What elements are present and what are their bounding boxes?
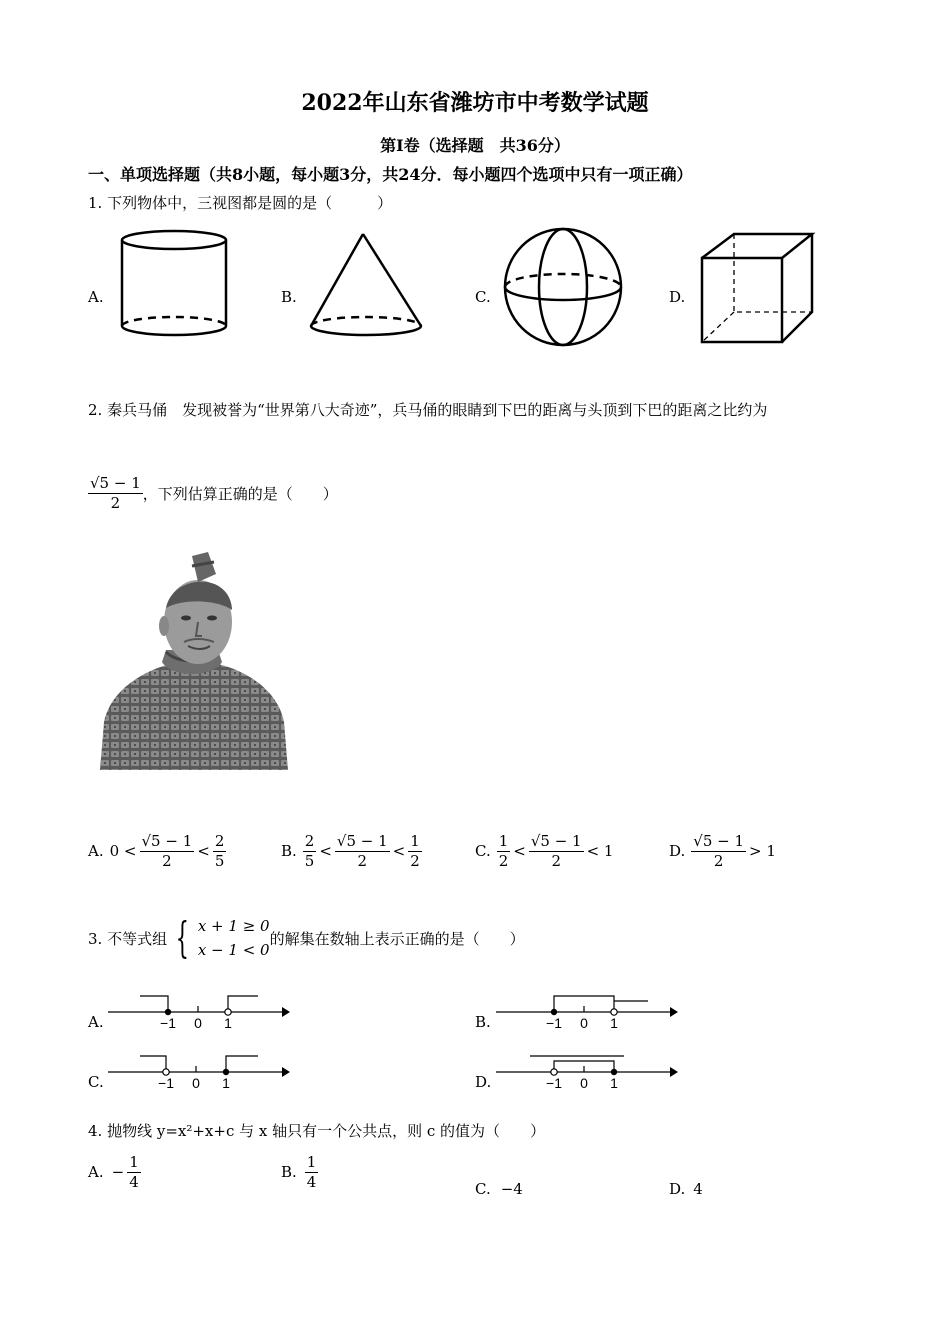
math-expression	[303, 832, 422, 871]
left-fraction	[303, 832, 317, 871]
number-line-b	[496, 992, 680, 1028]
math-expression	[691, 832, 776, 871]
denominator: 2	[410, 851, 420, 870]
fraction-numerator: √5 − 1	[90, 474, 141, 492]
denominator: 2	[357, 851, 368, 870]
numerator: √5 − 1	[141, 832, 193, 850]
q3-prefix: 3. 不等式组	[88, 929, 168, 948]
numerator: 1	[306, 1153, 317, 1171]
inequality-2: x − 1 < 0	[197, 941, 270, 959]
denominator: 4	[306, 1172, 317, 1191]
q1-option-b-label: B.	[281, 288, 297, 306]
cube-figure	[696, 230, 818, 348]
tick-label: 1	[224, 1015, 232, 1028]
option-value: 4	[693, 1180, 703, 1198]
terracotta-warrior-image	[100, 552, 288, 770]
q1-option-a-label: A.	[88, 288, 104, 306]
numerator: √5 − 1	[693, 832, 745, 850]
math-expression	[112, 1153, 141, 1192]
left-fraction	[497, 832, 511, 871]
math-expression	[497, 832, 614, 871]
numerator: 1	[498, 832, 509, 850]
operator: <	[513, 842, 526, 861]
sphere-figure	[500, 226, 626, 348]
q3-suffix: 的解集在数轴上表示正确的是（ ）	[269, 929, 525, 948]
q3-option-b-label: B.	[475, 1013, 491, 1031]
fraction-denominator: 2	[110, 493, 121, 512]
q4-option-c	[475, 1180, 523, 1198]
golden-ratio-fraction	[88, 474, 143, 513]
right-fraction	[408, 832, 422, 871]
tick-label: −1	[546, 1075, 562, 1088]
page-title: 2022年山东省潍坊市中考数学试题	[301, 90, 649, 116]
option-label: B.	[281, 842, 297, 861]
part-heading: 第Ⅰ卷（选择题 共36分）	[380, 136, 570, 155]
tick-label: 1	[610, 1075, 618, 1088]
tick-label: −1	[160, 1015, 176, 1028]
numerator: 2	[214, 832, 225, 850]
denominator: 2	[162, 851, 172, 870]
numerator: 1	[410, 832, 420, 850]
operator: <	[319, 842, 332, 861]
denominator: 4	[129, 1172, 139, 1191]
q4-option-a	[88, 1153, 141, 1192]
number-line-c	[108, 1052, 292, 1088]
inequality-1: x + 1 ≥ 0	[197, 917, 270, 935]
math-expression	[110, 832, 227, 871]
option-label: D.	[669, 842, 686, 861]
numerator: 2	[304, 832, 315, 850]
right-fraction	[213, 832, 227, 871]
expression-text: 0 <	[109, 842, 137, 861]
cone-figure	[305, 230, 429, 344]
section-heading: 一、单项选择题（共8小题，每小题3分，共24分．每小题四个选项中只有一项正确）	[88, 165, 693, 184]
q2-option-d	[669, 832, 776, 871]
middle-fraction	[335, 832, 390, 871]
brace-glyph: {	[175, 913, 190, 962]
q1-option-c-label: C.	[475, 288, 491, 306]
minus-sign: −	[111, 1163, 125, 1182]
denominator: 2	[551, 851, 561, 870]
fraction	[305, 1153, 319, 1192]
operator: < 1	[586, 842, 614, 861]
tick-label: 0	[192, 1075, 200, 1088]
fraction	[127, 1153, 141, 1192]
q4-option-b	[281, 1153, 318, 1192]
numerator: √5 − 1	[530, 832, 582, 850]
option-label: B.	[281, 1163, 297, 1182]
q3-stem	[88, 914, 525, 962]
inequality-system	[198, 914, 270, 962]
option-label: D.	[669, 1180, 686, 1198]
q4-option-d	[669, 1180, 703, 1198]
numerator: √5 − 1	[336, 832, 388, 850]
number-line-a	[108, 992, 292, 1028]
denominator: 2	[498, 851, 509, 870]
denominator: 5	[214, 851, 225, 870]
middle-fraction	[529, 832, 584, 871]
option-label: A.	[88, 842, 104, 861]
tick-label: −1	[546, 1015, 562, 1028]
middle-fraction	[691, 832, 746, 871]
operator: <	[392, 842, 406, 861]
tick-label: 1	[610, 1015, 618, 1028]
denominator: 2	[713, 851, 724, 870]
numerator: 1	[129, 1153, 139, 1171]
q2-option-c	[475, 832, 613, 871]
tick-label: 0	[580, 1015, 588, 1028]
tick-label: −1	[158, 1075, 174, 1088]
number-line-d	[496, 1052, 680, 1088]
q3-option-d-label: D.	[475, 1073, 492, 1091]
tick-label: 1	[222, 1075, 230, 1088]
q2-tail: ，下列估算正确的是（ ）	[142, 484, 338, 503]
q2-ratio-line	[88, 474, 338, 513]
q4-text: 4. 抛物线 y=x²+x+c 与 x 轴只有一个公共点，则 c 的值为（ ）	[88, 1122, 546, 1140]
option-label: C.	[475, 842, 491, 861]
cylinder-figure	[112, 228, 236, 346]
q2-text: 2. 秦兵马俑 发现被誉为“世界第八大奇迹”，兵马俑的眼睛到下巴的距离与头顶到下巴的距离之比约为	[88, 401, 768, 419]
q1-option-d-label: D.	[669, 288, 686, 306]
option-label: C.	[475, 1180, 491, 1198]
tick-label: 0	[194, 1015, 202, 1028]
denominator: 5	[304, 851, 315, 870]
q3-option-c-label: C.	[88, 1073, 104, 1091]
q2-option-b	[281, 832, 422, 871]
q3-option-a-label: A.	[88, 1013, 104, 1031]
q1-text: 1. 下列物体中，三视图都是圆的是（ ）	[88, 194, 393, 212]
operator: <	[197, 842, 210, 861]
option-value: −4	[500, 1180, 523, 1198]
option-label: A.	[88, 1163, 104, 1182]
middle-fraction	[140, 832, 195, 871]
tick-label: 0	[580, 1075, 588, 1088]
operator: > 1	[749, 842, 776, 861]
q2-option-a	[88, 832, 226, 871]
